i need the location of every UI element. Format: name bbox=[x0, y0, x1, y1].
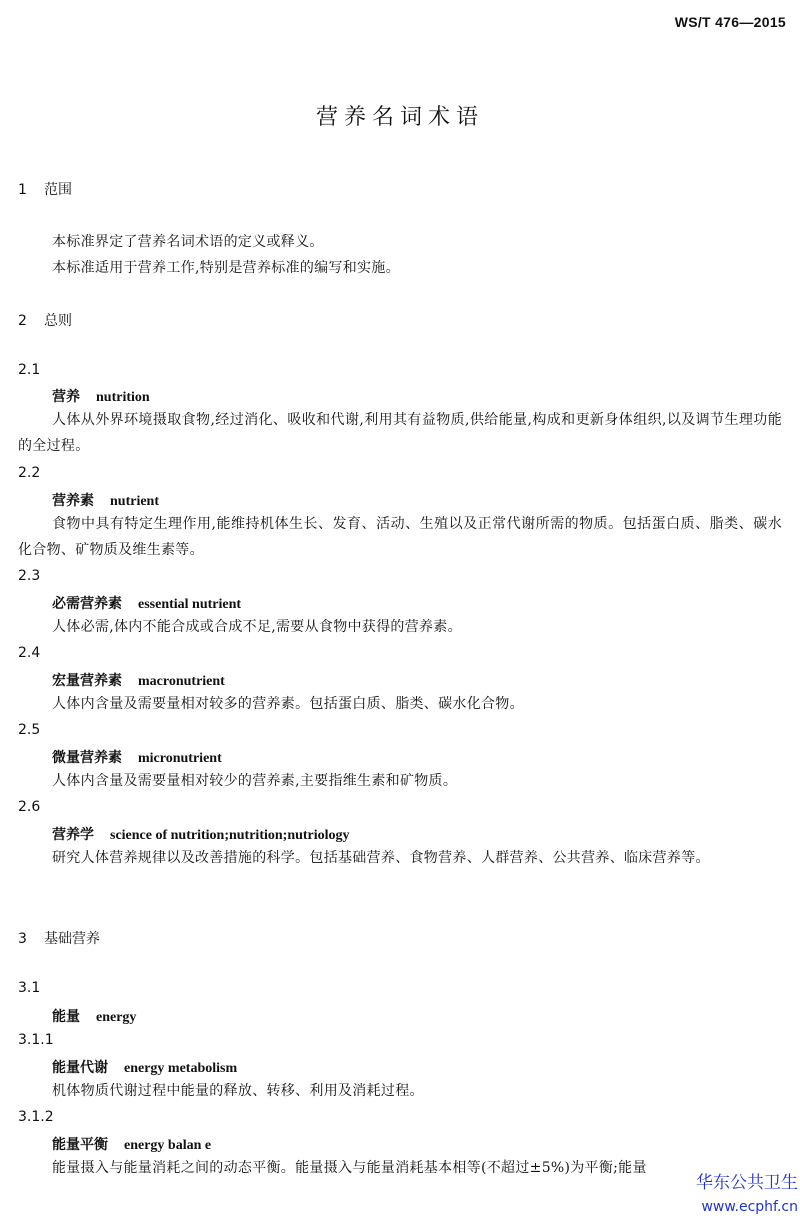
term-zh: 必需营养素 bbox=[52, 596, 122, 612]
term-entry bbox=[52, 490, 159, 510]
clause-number: 3.1.2 bbox=[18, 1109, 54, 1125]
clause-number: 2.5 bbox=[18, 722, 41, 738]
clause-number: 2.2 bbox=[18, 465, 41, 481]
section-number: 1 bbox=[18, 182, 27, 198]
clause-number: 2.6 bbox=[18, 799, 41, 815]
term-definition: 人体内含量及需要量相对较多的营养素。包括蛋白质、脂类、碳水化合物。 bbox=[52, 696, 524, 712]
term-en: science of nutrition;nutrition;nutriology bbox=[110, 828, 350, 843]
clause-number: 3.1.1 bbox=[18, 1032, 54, 1048]
section-number: 2 bbox=[18, 313, 27, 329]
section-2-heading bbox=[18, 310, 72, 330]
term-zh: 营养学 bbox=[52, 827, 94, 843]
clause-number: 3.1 bbox=[18, 980, 41, 996]
term-zh: 能量 bbox=[52, 1009, 80, 1025]
term-zh: 能量平衡 bbox=[52, 1137, 108, 1153]
term-entry bbox=[52, 1134, 211, 1154]
term-definition: 研究人体营养规律以及改善措施的科学。包括基础营养、食物营养、人群营养、公共营养、临床营养等。 bbox=[52, 850, 710, 866]
standard-code: WS/T 476—2015 bbox=[674, 14, 786, 30]
scope-paragraph-2: 本标准适用于营养工作,特别是营养标准的编写和实施。 bbox=[52, 260, 400, 276]
term-en: energy bbox=[96, 1010, 137, 1025]
site-watermark bbox=[696, 1171, 798, 1219]
section-3-heading bbox=[18, 928, 100, 948]
term-en: energy metabolism bbox=[124, 1061, 238, 1076]
clause-number: 2.4 bbox=[18, 645, 41, 661]
term-en: essential nutrient bbox=[138, 597, 242, 612]
term-en: micronutrient bbox=[138, 751, 222, 766]
clause-number: 2.1 bbox=[18, 362, 41, 378]
term-zh: 营养素 bbox=[52, 493, 94, 509]
term-definition: 人体内含量及需要量相对较少的营养素,主要指维生素和矿物质。 bbox=[52, 773, 458, 789]
term-zh: 微量营养素 bbox=[52, 750, 122, 766]
watermark-name: 华东公共卫生 bbox=[696, 1173, 798, 1193]
term-entry bbox=[52, 593, 241, 613]
term-definition: 能量摄入与能量消耗之间的动态平衡。能量摄入与能量消耗基本相等(不超过±5%)为平衡;能量 bbox=[52, 1160, 647, 1176]
term-zh: 宏量营养素 bbox=[52, 673, 122, 689]
term-en: nutrient bbox=[110, 494, 159, 509]
term-en: macronutrient bbox=[138, 674, 225, 689]
term-entry bbox=[52, 1057, 237, 1077]
term-en: nutrition bbox=[96, 390, 150, 405]
scope-paragraph-1: 本标准界定了营养名词术语的定义或释义。 bbox=[52, 234, 324, 250]
section-title: 总则 bbox=[44, 313, 72, 329]
term-entry bbox=[52, 824, 350, 844]
term-zh: 能量代谢 bbox=[52, 1060, 108, 1076]
section-title: 基础营养 bbox=[44, 931, 100, 947]
term-definition: 机体物质代谢过程中能量的释放、转移、利用及消耗过程。 bbox=[52, 1083, 424, 1099]
term-entry bbox=[52, 386, 150, 406]
term-entry bbox=[52, 670, 225, 690]
term-entry bbox=[52, 747, 222, 767]
section-title: 范围 bbox=[44, 182, 72, 198]
term-entry bbox=[52, 1006, 136, 1026]
clause-number: 2.3 bbox=[18, 568, 41, 584]
section-number: 3 bbox=[18, 931, 27, 947]
watermark-url: www.ecphf.cn bbox=[701, 1199, 798, 1215]
document-title: 营养名词术语 bbox=[315, 105, 484, 130]
term-en: energy balan e bbox=[124, 1138, 212, 1153]
term-definition: 食物中具有特定生理作用,能维持机体生长、发育、活动、生殖以及正常代谢所需的物质。包括蛋白质、脂类、碳水化合物、矿物质及维生素等。 bbox=[18, 516, 782, 558]
term-zh: 营养 bbox=[52, 389, 80, 405]
term-definition: 人体必需,体内不能合成或合成不足,需要从食物中获得的营养素。 bbox=[52, 619, 462, 635]
section-1-heading bbox=[18, 179, 72, 199]
term-definition: 人体从外界环境摄取食物,经过消化、吸收和代谢,利用其有益物质,供给能量,构成和更新身体组织,以及调节生理功能的全过程。 bbox=[18, 412, 782, 454]
